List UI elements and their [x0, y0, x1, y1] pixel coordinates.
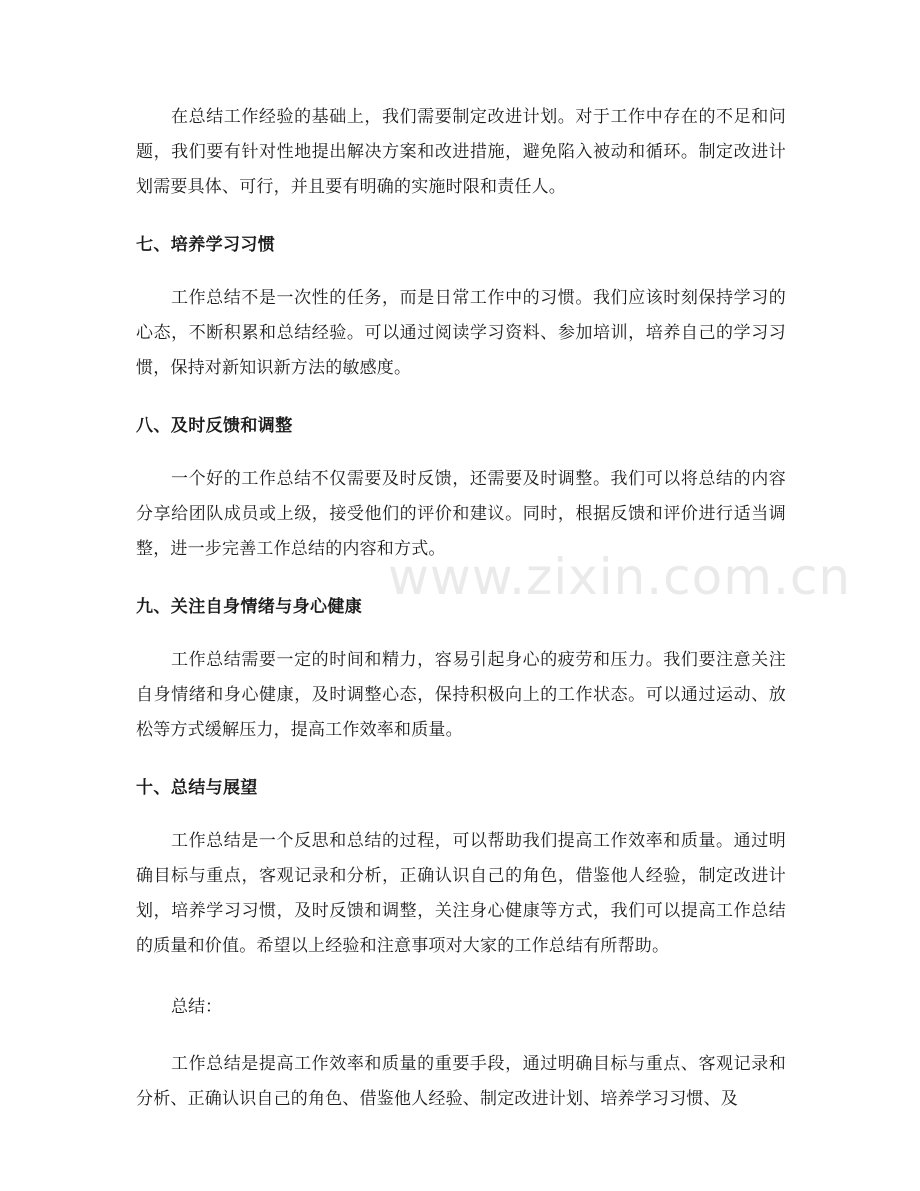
- section-heading-9: 九、关注自身情绪与身心健康: [136, 597, 363, 617]
- section-body-9: 工作总结需要一定的时间和精力，容易引起身心的疲劳和压力。我们要注意关注自身情绪和身心健康，及时调整心态，保持积极向上的工作状态。可以通过运动、放松等方式缓解压力，提高工作效率和质量。: [136, 650, 786, 740]
- section-heading-8: 八、及时反馈和调整: [136, 416, 293, 436]
- section-body-10: 工作总结是一个反思和总结的过程，可以帮助我们提高工作效率和质量。通过明确目标与重点，客观记录和分析，正确认识自己的角色，借鉴他人经验，制定改进计划，培养学习习惯，及时反馈和调整，关注身心健康等方式，我们可以提高工作总结的质量和价值。希望以上经验和注意事项对大家的工作总结有所帮助。: [136, 831, 786, 956]
- section-body-8: 一个好的工作总结不仅需要及时反馈，还需要及时调整。我们可以将总结的内容分享给团队成员或上级，接受他们的评价和建议。同时，根据反馈和评价进行适当调整，进一步完善工作总结的内容和方式。: [136, 469, 786, 559]
- summary-label: 总结：: [171, 997, 222, 1017]
- section-heading-10: 十、总结与展望: [136, 778, 258, 798]
- section-heading-7: 七、培养学习习惯: [136, 235, 276, 255]
- intro-paragraph: 在总结工作经验的基础上，我们需要制定改进计划。对于工作中存在的不足和问题，我们要有针对性地提出解决方案和改进措施，避免陷入被动和循环。制定改进计划需要具体、可行，并且要有明确的实施时限和责任人。: [136, 107, 786, 197]
- document-page: [136, 100, 786, 1143]
- watermark: www.zixin.com.cn: [388, 548, 852, 606]
- section-body-7: 工作总结不是一次性的任务，而是日常工作中的习惯。我们应该时刻保持学习的心态，不断积累和总结经验。可以通过阅读学习资料、参加培训，培养自己的学习习惯，保持对新知识新方法的敏感度。: [136, 288, 786, 378]
- summary-paragraph: 工作总结是提高工作效率和质量的重要手段，通过明确目标与重点、客观记录和分析、正确认识自己的角色、借鉴他人经验、制定改进计划、培养学习习惯、及: [136, 1054, 786, 1109]
